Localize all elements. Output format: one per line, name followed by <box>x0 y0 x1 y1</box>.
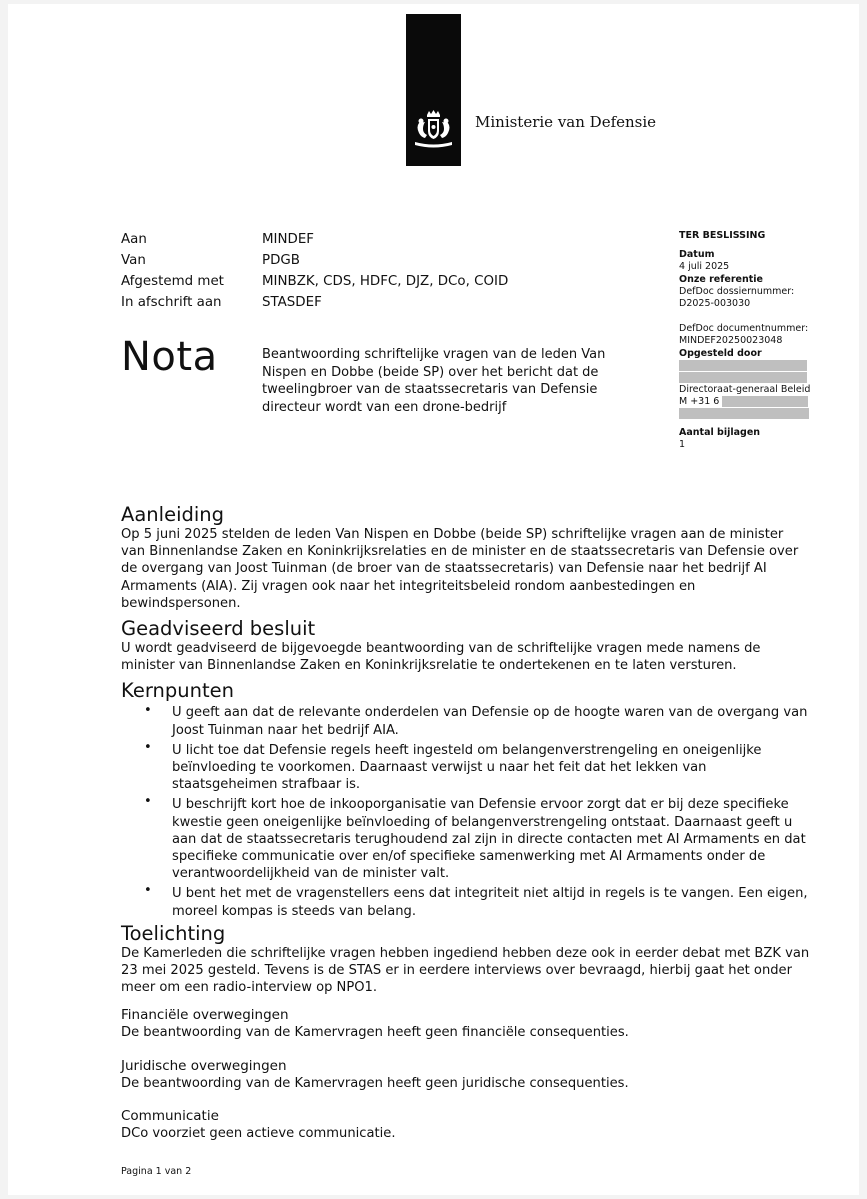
section-text-besluit: U wordt geadviseerd de bijgevoegde beantwoording van de schriftelijke vragen mede namens de minister van Binnenlandse Zaken en Koninkrijksrelatie te ondertekenen en te laten versturen. <box>121 641 761 674</box>
dossier-number: D2025-003030 <box>679 298 751 310</box>
address-row-to <box>121 229 508 250</box>
section-text-communicatie: DCo voorziet geen actieve communicatie. <box>121 1125 396 1141</box>
department: Directoraat-generaal Beleid <box>679 383 811 395</box>
redacted-email <box>679 408 809 419</box>
section-text-financieel: De beantwoording van de Kamervragen heeft geen financiële consequenties. <box>121 1025 629 1041</box>
reference-label: Onze referentie <box>679 273 763 285</box>
kernpunten-list <box>121 702 811 919</box>
metadata-sidebar <box>679 230 819 452</box>
list-item: • U licht toe dat Defensie regels heeft ingesteld om belangenverstrengeling en oneigenlijke beïnvloeding te voorkomen. Daarnaast verwijst u naar het feit dat het lekken van staatsgeheimen strafbaar is. <box>121 739 811 794</box>
list-item: • U bent het met de vragenstellers eens dat integriteit niet altijd in regels is te vangen. Een eigen, moreel kompas is steeds van belang. <box>121 882 811 919</box>
page-number: Pagina 1 van 2 <box>121 1166 192 1177</box>
document-subject: Beantwoording schriftelijke vragen van de leden Van Nispen en Dobbe (beide SP) over het bericht dat de tweelingbroer van de staatssecretaris van Defensie directeur wordt van een drone-bedrijf <box>262 347 606 415</box>
section-title-kernpunten: Kernpunten <box>121 679 234 703</box>
redacted-name <box>679 360 807 371</box>
decision-status: TER BESLISSING <box>679 230 766 241</box>
phone-prefix: M +31 6 <box>679 396 720 408</box>
date-label: Datum <box>679 249 715 261</box>
list-item: • U beschrijft kort hoe de inkooporganisatie van Defensie ervoor zorgt dat er bij deze specifieke kwestie geen oneigenlijke beïnvloeding of belangenverstrengeling ontstaat. Daarnaast geeft u aan dat de staatssecretaris terughoudend zal zijn in directe contacten met AI Armaments en dat specifieke communicatie over en/of specifieke samenwerking met AI Armaments onder de verantwoordelijkheid van de minister valt. <box>121 793 811 882</box>
list-item: • U geeft aan dat de relevante onderdelen van Defensie op de hoogte waren van de overgang van Joost Tuinman naar het bedrijf AIA. <box>121 702 811 738</box>
address-label: Aan <box>121 232 147 247</box>
section-text-aanleiding: Op 5 juni 2025 stelden de leden Van Nispen en Dobbe (beide SP) schriftelijke vragen aan de minister van Binnenlandse Zaken en Koninkrijksrelaties en de minister en de staatssecretaris van Defensie over de overgang van Joost Tuinman (de broer van de staatssecretaris) van Defensie naar het bedrijf AI Armaments (AIA). Zij vragen ook naar het integriteitsbeleid rondom aanbestedingen en bewindspersonen. <box>121 527 799 611</box>
address-row-from <box>121 250 508 271</box>
ministry-logo-bar <box>406 14 461 166</box>
document-number: MINDEF20250023048 <box>679 335 783 347</box>
dossier-label: DefDoc dossiernummer: <box>679 285 795 297</box>
address-label: Van <box>121 253 146 268</box>
document-type-title: Nota <box>121 334 218 380</box>
royal-coat-of-arms-icon <box>411 109 456 151</box>
date-value: 4 juli 2025 <box>679 261 730 273</box>
document-body <box>121 504 811 1142</box>
address-row-coordinated <box>121 271 508 292</box>
attachments-count: 1 <box>679 439 686 451</box>
section-title-communicatie: Communicatie <box>121 1107 219 1124</box>
ministry-name: Ministerie van Defensie <box>475 113 657 131</box>
section-text-juridisch: De beantwoording van de Kamervragen heeft geen juridische consequenties. <box>121 1075 629 1091</box>
section-title-aanleiding: Aanleiding <box>121 503 225 526</box>
author-label: Opgesteld door <box>679 347 762 359</box>
address-row-copy <box>121 292 508 313</box>
section-title-besluit: Geadviseerd besluit <box>121 617 316 641</box>
section-text-toelichting: De Kamerleden die schriftelijke vragen hebben ingediend hebben deze ook in eerder debat met BZK van 23 mei 2025 gesteld. Tevens is de STAS er in eerdere interviews over bevraagd, hierbij gaat het onder meer om een radio-interview op NPO1. <box>121 945 810 996</box>
document-number-label: DefDoc documentnummer: <box>679 323 809 335</box>
address-value: MINDEF <box>262 232 314 247</box>
address-value: MINBZK, CDS, HDFC, DJZ, DCo, COID <box>262 274 509 289</box>
section-title-financieel: Financiële overwegingen <box>121 1007 289 1024</box>
attachments-label: Aantal bijlagen <box>679 427 761 439</box>
address-label: Afgestemd met <box>121 274 224 289</box>
address-label: In afschrift aan <box>121 295 222 310</box>
document-page <box>8 4 859 1195</box>
address-block <box>121 229 508 313</box>
address-value: PDGB <box>262 253 300 268</box>
redacted-text <box>679 372 807 383</box>
redacted-phone <box>722 396 808 407</box>
section-title-juridisch: Juridische overwegingen <box>121 1057 287 1074</box>
address-value: STASDEF <box>262 295 322 310</box>
section-title-toelichting: Toelichting <box>121 921 226 945</box>
